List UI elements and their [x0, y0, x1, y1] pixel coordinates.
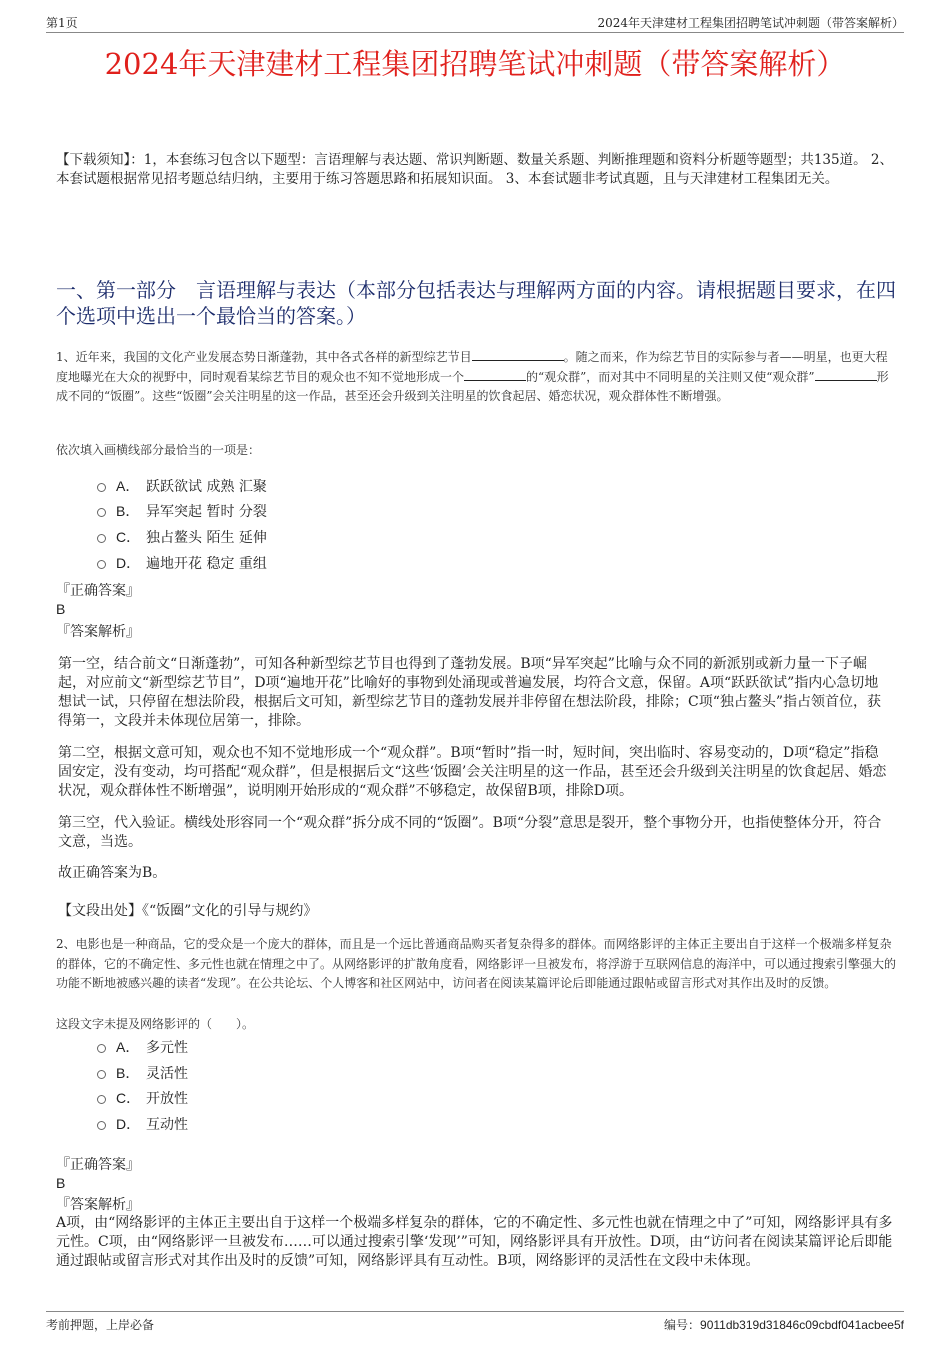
q1-analysis-4: 故正确答案为B。	[58, 865, 167, 881]
radio-icon	[97, 483, 106, 492]
q2-option-d[interactable]: D． 互动性	[97, 1113, 188, 1135]
radio-icon	[97, 1095, 106, 1104]
radio-icon	[97, 508, 106, 517]
q2-analysis: A项，由“网络影评的主体正主要出自于这样一个极端多样复杂的群体，它的不确定性、多元性也就在情理之中了”可知，网络影评具有多元性。C项，由“网络影评一旦被发布……可以通过搜索引擎‘发现’”可知，网络影评具有开放性。D项，由“访问者在阅读某篇评论后即能通过跟帖或留言形式对其作出及时的反馈”可知，网络影评具有互动性。B项，网络影评的灵活性在文段中未体现。	[56, 1215, 893, 1269]
q1-option-b[interactable]: B． 异军突起 暂时 分裂	[97, 500, 267, 522]
q2-option-c[interactable]: C． 开放性	[97, 1087, 188, 1109]
question-1-ask: 依次填入画横线部分最恰当的一项是：	[56, 443, 261, 457]
q2-option-a[interactable]: A． 多元性	[97, 1036, 188, 1058]
q2-answer-label: 『正确答案』	[56, 1157, 140, 1173]
radio-icon	[97, 560, 106, 569]
question-2-stem: 2、电影也是一种商品，它的受众是一个庞大的群体，而且是一个远比普通商品购买者复杂得多的群体。而网络影评的主体正主要出自于这样一个极端多样复杂的群体，它的不确定性、多元性也就在情理之中了。从网络影评的扩散角度看，网络影评一旦被发布，将浮游于互联网信息的海洋中，可以通过搜索引擎强大的功能不断地被感兴趣的读者“发现”。在公共论坛、个人博客和社区网站中，访问者在阅读某篇评论后即能通过跟帖或留言形式对其作出及时的反馈。	[56, 937, 897, 990]
radio-icon	[97, 1070, 106, 1079]
blank-2	[464, 368, 526, 381]
section-heading: 一、第一部分 言语理解与表达（本部分包括表达与理解两方面的内容。请根据题目要求，在四个选项中选出一个最恰当的答案。）	[56, 278, 896, 328]
q1-analysis-2: 第二空，根据文意可知，观众也不知不觉地形成一个“观众群”。B项“暂时”指一时，短时间，突出临时、容易变动的，D项“稳定”指稳固安定，没有变动，均可搭配“观众群”，但是根据后文“这些‘饭圈’会关注明星的这一作品，甚至还会升级到关注明星的饮食起居、婚恋状况，观众群体性不断增强”，说明刚开始形成的“观众群”不够稳定，故保留B项，排除D项。	[58, 745, 887, 799]
q2-answer: B	[56, 1175, 66, 1191]
blank-1	[472, 348, 564, 361]
q1-answer: B	[56, 601, 66, 617]
download-notice: 【下载须知】：1，本套练习包含以下题型：言语理解与表达题、常识判断题、数量关系题、判断推理题和资料分析题等题型；共135道。 2、本套试题根据常见招考题总结归纳，主要用于练习答题思路和拓展知识面。 3、本套试题非考试真题，且与天津建材工程集团无关。	[56, 152, 893, 187]
footer-code: 编号：9011db319d31846c09cbdf041acbee5f	[664, 1318, 904, 1332]
page-title: 2024年天津建材工程集团招聘笔试冲刺题（带答案解析）	[104, 47, 846, 81]
q1-source: 【文段出处】《“饭圈”文化的引导与规约》	[58, 903, 318, 919]
header-doc-title: 2024年天津建材工程集团招聘笔试冲刺题（带答案解析）	[597, 16, 904, 30]
radio-icon	[97, 534, 106, 543]
q2-option-b[interactable]: B． 灵活性	[97, 1062, 188, 1084]
q1-option-c[interactable]: C． 独占鳌头 陌生 延伸	[97, 526, 267, 548]
q1-option-d[interactable]: D． 遍地开花 稳定 重组	[97, 552, 267, 574]
q1-answer-label: 『正确答案』	[56, 583, 140, 599]
question-1-stem: 1、近年来，我国的文化产业发展态势日渐蓬勃，其中各式各样的新型综艺节目 。随之而来，作为综艺节目的实际参与者——明星，也更大程度地曝光在大众的视野中，同时观看某综艺节目的观众也不知不觉地形成一个 的“观众群”，而对其中不同明星的关注则又使“观众群” 形成不同的“饭圈”。这些“饭圈”会关注明星的这一作品，甚至还会升级到关注明星的饮食起居、婚恋状况，观众群体性不断增强。	[56, 350, 889, 403]
q2-analysis-label: 『答案解析』	[56, 1197, 140, 1213]
q1-analysis-label: 『答案解析』	[56, 624, 140, 640]
radio-icon	[97, 1121, 106, 1130]
page-header	[46, 12, 904, 33]
q1-analysis-1: 第一空，结合前文“日渐蓬勃”，可知各种新型综艺节目也得到了蓬勃发展。B项“异军突起”比喻与众不同的新派别或新力量一下子崛起，对应前文“新型综艺节目”，D项“遍地开花”比喻好的事物到处涌现或普遍发展，均符合文意，保留。A项“跃跃欲试”指内心急切地想试一试，只停留在想法阶段，根据后文可知，新型综艺节目的蓬勃发展并非停留在想法阶段，排除；C项“独占鳌头”指占领首位，获得第一，文段并未体现位居第一，排除。	[58, 656, 882, 729]
page-footer	[46, 1311, 904, 1334]
blank-3	[815, 368, 877, 381]
radio-icon	[97, 1044, 106, 1053]
page-number: 第1页	[46, 16, 78, 30]
question-2-ask: 这段文字未提及网络影评的（ ）。	[56, 1017, 255, 1031]
footer-slogan: 考前押题，上岸必备	[46, 1318, 155, 1332]
q1-option-a[interactable]: A． 跃跃欲试 成熟 汇聚	[97, 475, 267, 497]
q1-analysis-3: 第三空，代入验证。横线处形容同一个“观众群”拆分成不同的“饭圈”。B项“分裂”意思是裂开，整个事物分开，也指使整体分开，符合文意，当选。	[58, 815, 882, 850]
